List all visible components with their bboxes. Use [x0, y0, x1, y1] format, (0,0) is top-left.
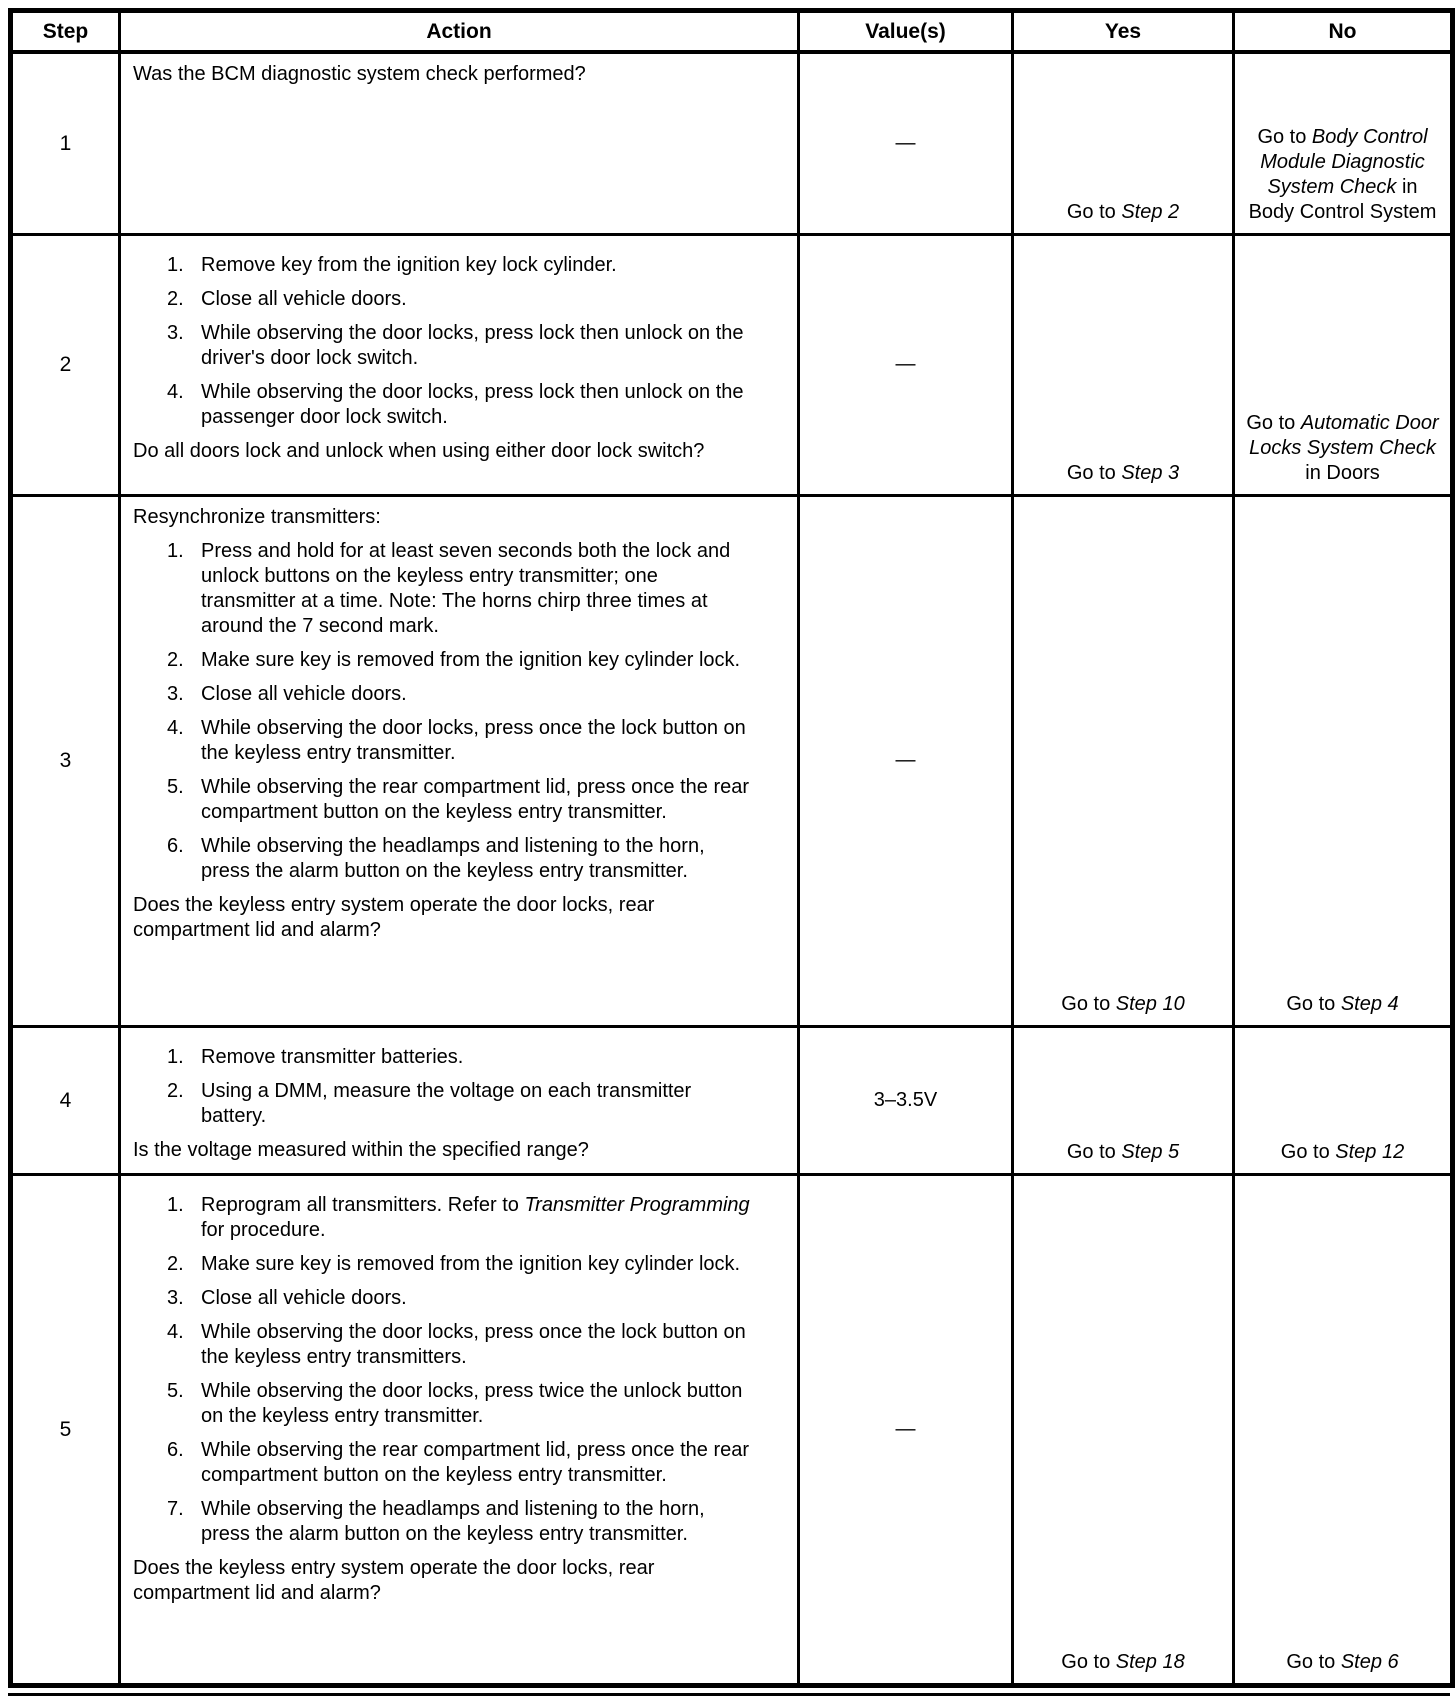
action-item — [167, 648, 761, 673]
action-content — [133, 62, 761, 87]
text-run: While observing the rear compartment lid, press once the rear compartment button on the keyless entry transmitter. — [201, 1438, 750, 1486]
item-number: 1. — [167, 539, 184, 562]
yes-cell — [1013, 1174, 1234, 1685]
col-header-no: No — [1234, 11, 1453, 53]
action-lead-text — [133, 62, 761, 87]
no-cell — [1234, 1026, 1453, 1174]
action-item — [167, 1079, 761, 1129]
item-number: 2. — [167, 648, 184, 671]
item-number: 3. — [167, 682, 184, 705]
action-content — [133, 244, 761, 464]
item-number: 2. — [167, 287, 184, 310]
item-text — [195, 1252, 753, 1277]
text-run: Go to — [1286, 1650, 1341, 1673]
item-text — [195, 716, 753, 766]
text-run: Step 3 — [1121, 461, 1180, 484]
col-header-values: Value(s) — [799, 11, 1013, 53]
item-number: 2. — [167, 1252, 184, 1275]
item-text — [195, 1438, 753, 1488]
text-run: Make sure key is removed from the ignition key cylinder lock. — [201, 1252, 741, 1275]
item-text — [195, 775, 753, 825]
value-cell: 3–3.5V — [799, 1026, 1013, 1174]
yes-cell — [1013, 234, 1234, 495]
text-run: While observing the door locks, press twice the unlock button on the keyless entry transmitter. — [201, 1379, 743, 1427]
item-number: 5. — [167, 775, 184, 798]
yes-cell — [1013, 1026, 1234, 1174]
text-run: Go to — [1061, 1650, 1116, 1673]
item-number: 6. — [167, 834, 184, 857]
text-run: Press and hold for at least seven seconds both the lock and unlock buttons on the keyless entry transmitter; one transmitter at a time. Note: The horns chirp three times at around the 7 second mark. — [201, 539, 731, 637]
text-run: Step 12 — [1335, 1140, 1405, 1163]
text-run: Remove key from the ignition key lock cylinder. — [201, 253, 617, 276]
text-run: Was the BCM diagnostic system check performed? — [133, 63, 586, 85]
item-text — [195, 1045, 753, 1070]
step-cell: 3 — [11, 495, 120, 1026]
step-cell: 2 — [11, 234, 120, 495]
action-cell — [120, 234, 799, 495]
text-run: While observing the headlamps and listening to the horn, press the alarm button on the keyless entry transmitter. — [201, 1497, 705, 1545]
text-run: Go to — [1246, 411, 1301, 434]
text-run: Go to — [1280, 1140, 1336, 1163]
diagnostic-table — [8, 8, 1455, 1688]
text-run: Reprogram all transmitters. Refer to — [201, 1193, 525, 1216]
item-number: 4. — [167, 380, 184, 403]
value-cell: — — [799, 234, 1013, 495]
action-item — [167, 834, 761, 884]
action-item — [167, 1045, 761, 1070]
col-header-step: Step — [11, 11, 120, 53]
action-item — [167, 380, 761, 430]
action-content — [133, 1036, 761, 1163]
item-text — [195, 1379, 753, 1429]
no-cell — [1234, 52, 1453, 234]
value-cell: — — [799, 495, 1013, 1026]
item-text — [195, 380, 753, 430]
text-run: Remove transmitter batteries. — [201, 1045, 464, 1068]
table-body — [11, 52, 1453, 1685]
text-run: While observing the door locks, press lock then unlock on the passenger door lock switch. — [201, 380, 744, 428]
action-item — [167, 1438, 761, 1488]
action-item — [167, 1379, 761, 1429]
item-number: 5. — [167, 1379, 184, 1402]
step-cell: 1 — [11, 52, 120, 234]
text-run: for procedure. — [201, 1218, 326, 1241]
action-intro — [133, 505, 761, 530]
no-cell — [1234, 495, 1453, 1026]
text-run: Close all vehicle doors. — [201, 682, 407, 705]
table-row — [11, 1174, 1453, 1685]
header-row — [11, 11, 1453, 53]
item-text — [195, 682, 753, 707]
no-cell — [1234, 1174, 1453, 1685]
text-run: Go to — [1066, 1140, 1122, 1163]
yes-cell — [1013, 52, 1234, 234]
item-text — [195, 1193, 753, 1243]
item-number: 7. — [167, 1497, 184, 1520]
item-text — [195, 648, 753, 673]
text-run: Go to — [1286, 992, 1341, 1015]
item-number: 6. — [167, 1438, 184, 1461]
action-item — [167, 287, 761, 312]
table-row — [11, 234, 1453, 495]
text-run: Go to — [1257, 125, 1312, 148]
no-cell — [1234, 234, 1453, 495]
action-item — [167, 539, 761, 639]
text-run: Transmitter Programming — [524, 1193, 750, 1216]
item-text — [195, 834, 753, 884]
text-run: While observing the headlamps and listening to the horn, press the alarm button on the keyless entry transmitter. — [201, 834, 705, 882]
item-number: 1. — [167, 253, 184, 276]
step-cell: 5 — [11, 1174, 120, 1685]
item-text — [195, 1320, 753, 1370]
item-text — [195, 321, 753, 371]
item-number: 4. — [167, 716, 184, 739]
text-run: Close all vehicle doors. — [201, 287, 407, 310]
action-item — [167, 716, 761, 766]
text-run: Step 5 — [1121, 1140, 1180, 1163]
value-cell: — — [799, 52, 1013, 234]
action-question — [133, 430, 761, 464]
text-run: Automatic Door Locks System Check — [1249, 411, 1439, 459]
text-run: Using a DMM, measure the voltage on each transmitter battery. — [201, 1079, 692, 1127]
table-header — [11, 11, 1453, 53]
item-number: 3. — [167, 1286, 184, 1309]
text-run: Does the keyless entry system operate the door locks, rear compartment lid and alarm? — [133, 1556, 655, 1604]
action-cell — [120, 1174, 799, 1685]
text-run: Body Control Module Diagnostic System Check — [1260, 125, 1428, 198]
action-item — [167, 1320, 761, 1370]
text-run: Close all vehicle doors. — [201, 1286, 407, 1309]
item-number: 1. — [167, 1193, 184, 1216]
text-run: Do all doors lock and unlock when using either door lock switch? — [133, 439, 705, 462]
table-row — [11, 495, 1453, 1026]
action-cell — [120, 495, 799, 1026]
action-item — [167, 1193, 761, 1243]
action-content — [133, 1184, 761, 1606]
action-question — [133, 884, 761, 943]
page-bottom-rule — [8, 1693, 1450, 1696]
action-content — [133, 505, 761, 943]
text-run: in Body Control System — [1248, 175, 1437, 223]
text-run: Step 10 — [1115, 992, 1185, 1015]
text-run: in Doors — [1305, 461, 1380, 484]
text-run: While observing the door locks, press once the lock button on the keyless entry transmitter. — [201, 716, 746, 764]
text-run: Does the keyless entry system operate the door locks, rear compartment lid and alarm? — [133, 893, 655, 941]
action-item — [167, 1286, 761, 1311]
text-run: Step 18 — [1115, 1650, 1185, 1673]
table-row — [11, 1026, 1453, 1174]
action-item — [167, 321, 761, 371]
item-number: 2. — [167, 1079, 184, 1102]
item-text — [195, 1079, 753, 1129]
step-cell: 4 — [11, 1026, 120, 1174]
col-header-action: Action — [120, 11, 799, 53]
item-text — [195, 1497, 753, 1547]
text-run: While observing the rear compartment lid, press once the rear compartment button on the keyless entry transmitter. — [201, 775, 750, 823]
action-item — [167, 1497, 761, 1547]
text-run: Is the voltage measured within the specified range? — [133, 1138, 589, 1161]
text-run: Step 6 — [1340, 1650, 1399, 1673]
action-item — [167, 682, 761, 707]
action-item — [167, 1252, 761, 1277]
item-number: 4. — [167, 1320, 184, 1343]
text-run: While observing the door locks, press lock then unlock on the driver's door lock switch. — [201, 321, 744, 369]
item-text — [195, 539, 753, 639]
yes-cell — [1013, 495, 1234, 1026]
text-run: Go to — [1061, 992, 1116, 1015]
item-text — [195, 1286, 753, 1311]
text-run: Make sure key is removed from the ignition key cylinder lock. — [201, 648, 741, 671]
action-item — [167, 253, 761, 278]
text-run: Go to — [1066, 200, 1122, 223]
text-run: Step 2 — [1121, 200, 1180, 223]
text-run: Step 4 — [1340, 992, 1399, 1015]
col-header-yes: Yes — [1013, 11, 1234, 53]
item-number: 1. — [167, 1045, 184, 1068]
item-text — [195, 287, 753, 312]
action-cell — [120, 1026, 799, 1174]
item-number: 3. — [167, 321, 184, 344]
action-cell — [120, 52, 799, 234]
text-run: While observing the door locks, press once the lock button on the keyless entry transmitters. — [201, 1320, 746, 1368]
action-question — [133, 1129, 761, 1163]
action-item — [167, 775, 761, 825]
item-text — [195, 253, 753, 278]
text-run: Go to — [1066, 461, 1122, 484]
value-cell: — — [799, 1174, 1013, 1685]
table-row — [11, 52, 1453, 234]
action-question — [133, 1547, 761, 1606]
text-run: Resynchronize transmitters: — [133, 505, 381, 528]
